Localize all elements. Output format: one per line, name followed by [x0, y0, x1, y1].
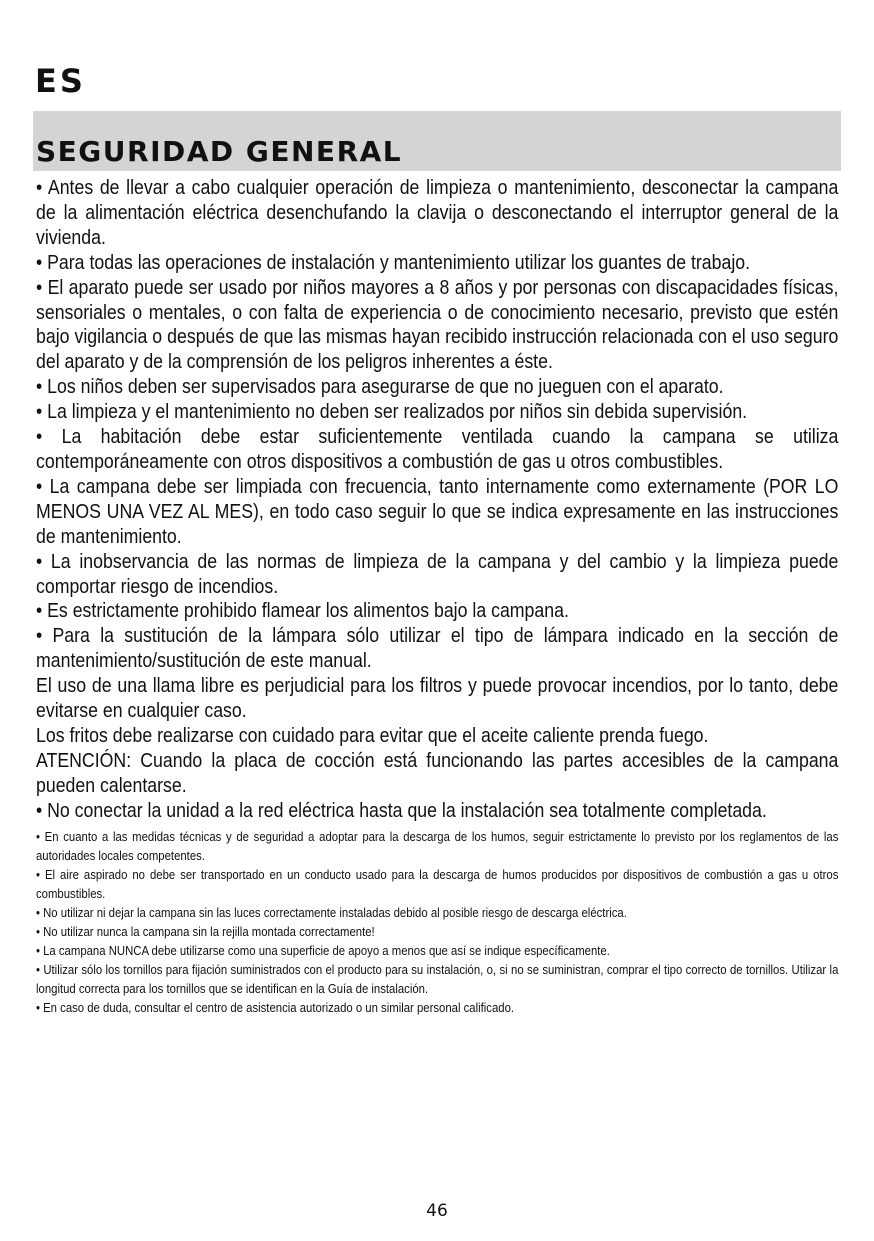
paragraph: • El aparato puede ser usado por niños mayores a 8 años y por personas con discapacidades físicas, sensoriales o mentales, o con falta de experiencia o de conocimiento necesario, previsto que estén bajo vigilancia o después de que las mismas hayan recibido instrucción relacionada con el uso seguro del aparato y de la comprensión de los peligros inherentes a éste. [36, 275, 839, 374]
paragraph: • Es estrictamente prohibido flamear los alimentos bajo la campana. [36, 599, 569, 623]
paragraph: • La inobservancia de las normas de limpieza de la campana y del cambio y la limpieza puede comportar riesgo de incendios. [36, 549, 839, 598]
paragraph: • La limpieza y el mantenimiento no deben ser realizados por niños sin debida supervisión. [36, 400, 748, 424]
small-paragraph: • El aire aspirado no debe ser transportado en un conducto usado para la descarga de humos producidos por dispositivos de combustión a gas u otros combustibles. [36, 866, 839, 901]
additional-instructions [36, 827, 838, 1017]
small-paragraph: • Utilizar sólo los tornillos para fijación suministrados con el producto para su instalación, o, si no se suministran, comprar el tipo correcto de tornillos. Utilizar la longitud correcta para los tornillos que se identifican en la Guía de instalación. [36, 961, 839, 996]
page-number: 46 [426, 1201, 448, 1221]
main-instructions [36, 176, 838, 824]
safety-content [36, 176, 838, 1017]
paragraph: • La habitación debe estar suficientemente ventilada cuando la campana se utiliza contemporáneamente con otros dispositivos a combustión de gas u otros combustibles. [36, 425, 839, 473]
paragraph: • Los niños deben ser supervisados para asegurarse de que no jueguen con el aparato. [36, 375, 724, 399]
small-paragraph: • No utilizar nunca la campana sin la rejilla montada correctamente! [36, 923, 375, 939]
paragraph: • Para todas las operaciones de instalación y mantenimiento utilizar los guantes de trabajo. [36, 250, 751, 274]
paragraph: Los fritos debe realizarse con cuidado para evitar que el aceite caliente prenda fuego. [36, 723, 709, 747]
small-paragraph: • En cuanto a las medidas técnicas y de seguridad a adoptar para la descarga de los humos, seguir estrictamente lo previsto por los reglamentos de las autoridades locales competentes. [36, 828, 839, 863]
paragraph: El uso de una llama libre es perjudicial para los filtros y puede provocar incendios, por lo tanto, debe evitarse en cualquier caso. [36, 674, 839, 723]
paragraph: • Para la sustitución de la lámpara sólo utilizar el tipo de lámpara indicado en la sección de mantenimiento/sustitución de este manual. [36, 624, 839, 673]
paragraph: ATENCIÓN: Cuando la placa de cocción está funcionando las partes accesibles de la campana pueden calentarse. [36, 748, 839, 797]
language-code: ES [35, 62, 86, 100]
paragraph: • La campana debe ser limpiada con frecuencia, tanto internamente como externamente (POR LO MENOS UNA VEZ AL MES), en todo caso seguir lo que se indica expresamente en las instrucciones de mantenimiento. [36, 474, 839, 548]
small-paragraph: • No utilizar ni dejar la campana sin las luces correctamente instaladas debido al posible riesgo de descarga eléctrica. [36, 904, 627, 920]
small-paragraph: • La campana NUNCA debe utilizarse como una superficie de apoyo a menos que así se indique específicamente. [36, 942, 610, 958]
paragraph: • No conectar la unidad a la red eléctrica hasta que la instalación sea totalmente completada. [36, 798, 767, 822]
small-paragraph: • En caso de duda, consultar el centro de asistencia autorizado o un similar personal calificado. [36, 999, 515, 1015]
section-title: SEGURIDAD GENERAL [36, 135, 403, 168]
paragraph: • Antes de llevar a cabo cualquier operación de limpieza o mantenimiento, desconectar la campana de la alimentación eléctrica desenchufando la clavija o desconectando el interruptor general de la vivienda. [36, 176, 839, 249]
